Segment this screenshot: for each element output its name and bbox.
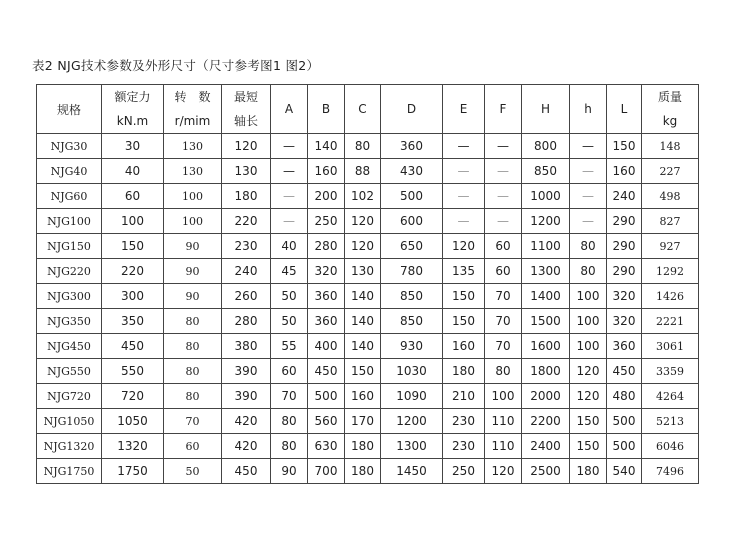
table-row (37, 209, 699, 234)
table-cell: 150 (607, 134, 642, 159)
table-cell: 160 (308, 159, 345, 184)
table-row (37, 159, 699, 184)
col-header-mass: 质量 kg (642, 85, 699, 134)
table-cell: 1030 (381, 359, 443, 384)
table-cell: 1200 (381, 409, 443, 434)
table-cell: 55 (271, 334, 308, 359)
table-cell: 160 (443, 334, 485, 359)
table-row (37, 234, 699, 259)
table-cell: 500 (381, 184, 443, 209)
table-row (37, 334, 699, 359)
table-cell: 80 (164, 384, 222, 409)
table-cell: 120 (570, 359, 607, 384)
table-cell: 2400 (522, 434, 570, 459)
table-cell: 90 (164, 259, 222, 284)
table-cell: 160 (607, 159, 642, 184)
table-cell: 1600 (522, 334, 570, 359)
table-cell: 70 (485, 334, 522, 359)
table-cell: 130 (222, 159, 271, 184)
model-cell: NJG1750 (37, 459, 102, 484)
table-cell: 300 (102, 284, 164, 309)
table-cell: 500 (607, 434, 642, 459)
table-cell: 110 (485, 434, 522, 459)
header-row (37, 85, 699, 134)
table-cell: 100 (102, 209, 164, 234)
table-cell: 290 (607, 209, 642, 234)
table-cell: 45 (271, 259, 308, 284)
table-cell: 40 (271, 234, 308, 259)
table-cell: 100 (164, 209, 222, 234)
model-cell: NJG300 (37, 284, 102, 309)
table-cell: 450 (308, 359, 345, 384)
table-cell: 6046 (642, 434, 699, 459)
table-cell: 80 (271, 409, 308, 434)
table-cell: 360 (308, 284, 345, 309)
col-header-d: D (381, 85, 443, 134)
table-cell: 180 (222, 184, 271, 209)
table-cell: 850 (381, 309, 443, 334)
model-cell: NJG350 (37, 309, 102, 334)
model-cell: NJG60 (37, 184, 102, 209)
table-cell: 380 (222, 334, 271, 359)
table-cell: 50 (271, 284, 308, 309)
table-cell: 1200 (522, 209, 570, 234)
model-cell: NJG100 (37, 209, 102, 234)
table-cell: 170 (345, 409, 381, 434)
table-cell: 360 (381, 134, 443, 159)
table-cell: — (485, 209, 522, 234)
table-cell: 60 (271, 359, 308, 384)
table-cell: 80 (164, 309, 222, 334)
table-cell: 130 (345, 259, 381, 284)
col-header-c: C (345, 85, 381, 134)
col-header-h-upper: H (522, 85, 570, 134)
table-cell: 150 (570, 434, 607, 459)
table-cell: 1450 (381, 459, 443, 484)
table-cell: 110 (485, 409, 522, 434)
table-cell: 200 (308, 184, 345, 209)
table-cell: 120 (443, 234, 485, 259)
table-cell: — (271, 134, 308, 159)
table-cell: 450 (607, 359, 642, 384)
model-cell: NJG1050 (37, 409, 102, 434)
table-cell: 60 (485, 259, 522, 284)
table-cell: — (570, 159, 607, 184)
table-cell: 500 (607, 409, 642, 434)
table-cell: 70 (485, 284, 522, 309)
table-cell: 130 (164, 159, 222, 184)
table-cell: 720 (102, 384, 164, 409)
table-cell: 140 (345, 284, 381, 309)
model-cell: NJG720 (37, 384, 102, 409)
table-cell: 100 (570, 284, 607, 309)
table-cell: 220 (222, 209, 271, 234)
table-cell: 150 (443, 284, 485, 309)
table-cell: 220 (102, 259, 164, 284)
table-cell: 1050 (102, 409, 164, 434)
table-cell: 80 (570, 259, 607, 284)
table-cell: 80 (164, 334, 222, 359)
table-cell: 1300 (522, 259, 570, 284)
table-cell: 5213 (642, 409, 699, 434)
table-cell: 1500 (522, 309, 570, 334)
col-header-h-lower: h (570, 85, 607, 134)
table-cell: 80 (485, 359, 522, 384)
table-cell: 930 (381, 334, 443, 359)
table-cell: 1000 (522, 184, 570, 209)
table-cell: 3359 (642, 359, 699, 384)
table-cell: 1800 (522, 359, 570, 384)
table-cell: 180 (570, 459, 607, 484)
table-cell: 30 (102, 134, 164, 159)
table-cell: 230 (222, 234, 271, 259)
table-cell: 140 (308, 134, 345, 159)
table-cell: 70 (485, 309, 522, 334)
model-cell: NJG220 (37, 259, 102, 284)
table-cell: 550 (102, 359, 164, 384)
table-cell: 2000 (522, 384, 570, 409)
table-cell: 40 (102, 159, 164, 184)
table-cell: 120 (345, 234, 381, 259)
table-caption: 表2 NJG技术参数及外形尺寸（尺寸参考图1 图2） (32, 58, 320, 73)
model-cell: NJG150 (37, 234, 102, 259)
table-cell: 180 (345, 434, 381, 459)
table-cell: 90 (164, 234, 222, 259)
col-header-model: 规格 (37, 85, 102, 134)
col-header-e: E (443, 85, 485, 134)
table-body (37, 134, 699, 484)
table-cell: 1090 (381, 384, 443, 409)
table-cell: 120 (570, 384, 607, 409)
table-cell: 80 (345, 134, 381, 159)
table-cell: 227 (642, 159, 699, 184)
table-cell: 2200 (522, 409, 570, 434)
table-cell: 3061 (642, 334, 699, 359)
table-cell: 250 (308, 209, 345, 234)
table-cell: — (271, 209, 308, 234)
table-cell: — (485, 159, 522, 184)
table-cell: 780 (381, 259, 443, 284)
table-cell: 102 (345, 184, 381, 209)
table-cell: 100 (485, 384, 522, 409)
table-cell: 480 (607, 384, 642, 409)
table-cell: 150 (345, 359, 381, 384)
table-cell: 50 (271, 309, 308, 334)
table-cell: 540 (607, 459, 642, 484)
table-cell: 230 (443, 409, 485, 434)
table-cell: — (271, 159, 308, 184)
table-cell: 400 (308, 334, 345, 359)
table-cell: — (570, 209, 607, 234)
table-cell: 420 (222, 434, 271, 459)
table-cell: 560 (308, 409, 345, 434)
table-row (37, 434, 699, 459)
table-cell: 50 (164, 459, 222, 484)
table-cell: 90 (271, 459, 308, 484)
table-cell: 80 (271, 434, 308, 459)
table-cell: 850 (522, 159, 570, 184)
table-cell: 120 (485, 459, 522, 484)
table-cell: 60 (485, 234, 522, 259)
table-cell: 320 (607, 309, 642, 334)
table-cell: 80 (164, 359, 222, 384)
table-cell: 70 (164, 409, 222, 434)
table-cell: 120 (222, 134, 271, 159)
col-header-f: F (485, 85, 522, 134)
table-cell: 100 (570, 334, 607, 359)
table-row (37, 259, 699, 284)
table-cell: 390 (222, 384, 271, 409)
table-cell: 7496 (642, 459, 699, 484)
table-cell: 230 (443, 434, 485, 459)
table-cell: 120 (345, 209, 381, 234)
table-cell: 850 (381, 284, 443, 309)
table-cell: 927 (642, 234, 699, 259)
table-row (37, 459, 699, 484)
table-cell: — (443, 184, 485, 209)
table-row (37, 134, 699, 159)
table-cell: 450 (222, 459, 271, 484)
table-cell: 630 (308, 434, 345, 459)
model-cell: NJG1320 (37, 434, 102, 459)
table-cell: 140 (345, 309, 381, 334)
col-header-l: L (607, 85, 642, 134)
table-cell: 180 (345, 459, 381, 484)
table-cell: 135 (443, 259, 485, 284)
table-cell: 280 (222, 309, 271, 334)
table-cell: — (485, 184, 522, 209)
table-row (37, 184, 699, 209)
spec-table (36, 84, 699, 484)
table-cell: — (443, 209, 485, 234)
table-row (37, 409, 699, 434)
table-cell: 70 (271, 384, 308, 409)
table-cell: 90 (164, 284, 222, 309)
table-row (37, 284, 699, 309)
table-cell: 280 (308, 234, 345, 259)
table-row (37, 309, 699, 334)
table-cell: 800 (522, 134, 570, 159)
table-cell: 430 (381, 159, 443, 184)
table-cell: 150 (102, 234, 164, 259)
table-cell: 700 (308, 459, 345, 484)
table-cell: 498 (642, 184, 699, 209)
table-cell: 1750 (102, 459, 164, 484)
table-row (37, 359, 699, 384)
table-row (37, 384, 699, 409)
model-cell: NJG450 (37, 334, 102, 359)
table-cell: 1320 (102, 434, 164, 459)
table-cell: 1100 (522, 234, 570, 259)
table-cell: 1400 (522, 284, 570, 309)
table-cell: 390 (222, 359, 271, 384)
table-cell: 150 (443, 309, 485, 334)
table-cell: — (443, 134, 485, 159)
table-cell: 148 (642, 134, 699, 159)
model-cell: NJG40 (37, 159, 102, 184)
table-cell: 650 (381, 234, 443, 259)
table-cell: 250 (443, 459, 485, 484)
col-header-b: B (308, 85, 345, 134)
table-cell: 450 (102, 334, 164, 359)
table-cell: 500 (308, 384, 345, 409)
table-cell: — (570, 184, 607, 209)
model-cell: NJG30 (37, 134, 102, 159)
col-header-speed: 转 数 r/mim (164, 85, 222, 134)
table-cell: 600 (381, 209, 443, 234)
table-cell: 320 (607, 284, 642, 309)
table-cell: — (570, 134, 607, 159)
table-cell: — (485, 134, 522, 159)
table-cell: 80 (570, 234, 607, 259)
table-cell: 2221 (642, 309, 699, 334)
col-header-a: A (271, 85, 308, 134)
table-cell: 4264 (642, 384, 699, 409)
table-cell: 140 (345, 334, 381, 359)
table-cell: 240 (607, 184, 642, 209)
table-cell: 350 (102, 309, 164, 334)
col-header-shaft: 最短 轴长 (222, 85, 271, 134)
table-cell: 60 (102, 184, 164, 209)
table-cell: 210 (443, 384, 485, 409)
table-cell: 420 (222, 409, 271, 434)
table-cell: 100 (164, 184, 222, 209)
table-cell: 320 (308, 259, 345, 284)
table-cell: 160 (345, 384, 381, 409)
table-cell: 88 (345, 159, 381, 184)
table-cell: — (443, 159, 485, 184)
table-cell: 1426 (642, 284, 699, 309)
table-cell: 260 (222, 284, 271, 309)
table-cell: 360 (308, 309, 345, 334)
table-cell: — (271, 184, 308, 209)
table-cell: 290 (607, 234, 642, 259)
table-cell: 1300 (381, 434, 443, 459)
table-cell: 2500 (522, 459, 570, 484)
table-cell: 827 (642, 209, 699, 234)
table-cell: 100 (570, 309, 607, 334)
table-cell: 360 (607, 334, 642, 359)
table-cell: 180 (443, 359, 485, 384)
table-cell: 60 (164, 434, 222, 459)
table-cell: 1292 (642, 259, 699, 284)
table-cell: 130 (164, 134, 222, 159)
table-cell: 290 (607, 259, 642, 284)
model-cell: NJG550 (37, 359, 102, 384)
col-header-force: 额定力 kN.m (102, 85, 164, 134)
table-cell: 150 (570, 409, 607, 434)
table-cell: 240 (222, 259, 271, 284)
